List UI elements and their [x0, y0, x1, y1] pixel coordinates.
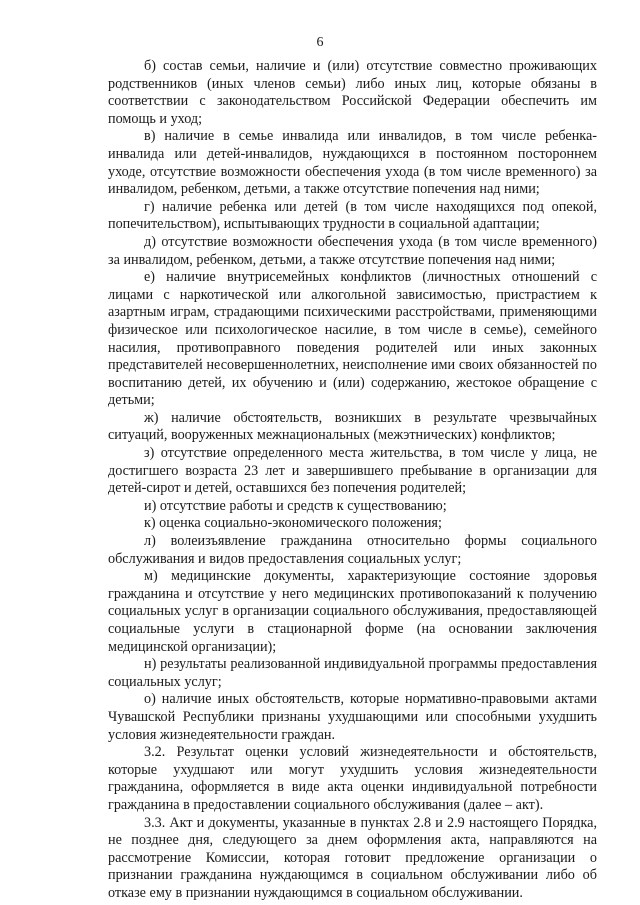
paragraph-d: д) отсутствие возможности обеспечения ухода (в том числе временного) за инвалидом, ребенком, детьми, а также отсутствие попечения над ними; — [108, 233, 597, 268]
paragraph-g: г) наличие ребенка или детей (в том числе находящихся под опекой, попечительством), испытывающих трудности в социальной адаптации; — [108, 198, 597, 233]
page-number: 6 — [316, 35, 324, 50]
paragraph-z: з) отсутствие определенного места жительства, в том числе у лица, не достигшего возраста 23 лет и завершившего пребывание в организации для детей-сирот и детей, оставшихся без попечения родителей; — [108, 445, 597, 497]
paragraph-l: л) волеизъявление гражданина относительно формы социального обслуживания и видов предоставления социальных услуг; — [108, 533, 597, 567]
paragraph-e: е) наличие внутрисемейных конфликтов (личностных отношений с лицами с наркотической или алкогольной зависимостью, пристрастием к азартным играм, страдающими психическими расстройствами, применяющими физическое или психологическое насилие, в том числе в семье), семейного насилия, противоправного поведения родителей или иных законных представителей несовершеннолетних, неисполнение ими своих обязанностей по воспитанию детей, их обучению и (или) содержанию, жестокое обращение с детьми; — [108, 269, 597, 409]
paragraph-i: и) отсутствие работы и средств к существованию; — [144, 497, 447, 514]
paragraph-zh: ж) наличие обстоятельств, возникших в результате чрезвычайных ситуаций, вооруженных межнациональных (межэтнических) конфликтов; — [108, 409, 597, 444]
paragraph-3-3: 3.3. Акт и документы, указанные в пунктах 2.8 и 2.9 настоящего Порядка, не позднее дня, следующего за днем оформления акта, направляются на рассмотрение Комиссии, которая готовит предложение организации о признании гражданина нуждающимся в социальном обслуживании либо об отказе ему в признании нуждающимся в социальном обслуживании. — [108, 814, 597, 901]
paragraph-m: м) медицинские документы, характеризующие состояние здоровья гражданина и отсутствие у него медицинских противопоказаний к получению социальных услуг в организации социального обслуживания, предоставляющей социальные услуги в стационарной форме (на основании заключения медицинской организации); — [108, 568, 597, 655]
paragraph-b: б) состав семьи, наличие и (или) отсутствие совместно проживающих родственников (иных членов семьи) либо иных лиц, которые обязаны в соответствии с законодательством Российской Федерации обеспечить им помощь и уход; — [108, 58, 597, 127]
paragraph-k: к) оценка социально-экономического положения; — [144, 515, 442, 532]
paragraph-3-2: 3.2. Результат оценки условий жизнедеятельности и обстоятельств, которые ухудшают или могут ухудшить условия жизнедеятельности гражданина, оформляется в виде акта оценки индивидуальной потребности гражданина в предоставлении социального обслуживания (далее – акт). — [108, 744, 597, 813]
paragraph-n: н) результаты реализованной индивидуальной программы предоставления социальных услуг; — [108, 656, 597, 690]
paragraph-v: в) наличие в семье инвалида или инвалидов, в том числе ребенка-инвалида или детей-инвалидов, нуждающихся в постоянном постороннем уходе, отсутствие возможности обеспечения ухода (в том числе временного) за инвалидом, ребенком, детьми, а также отсутствие попечения над ними; — [108, 128, 597, 198]
paragraph-o: о) наличие иных обстоятельств, которые нормативно-правовыми актами Чувашской Республики признаны ухудшающими или способными ухудшить условия жизнедеятельности граждан. — [108, 691, 597, 743]
document-body — [108, 58, 597, 903]
